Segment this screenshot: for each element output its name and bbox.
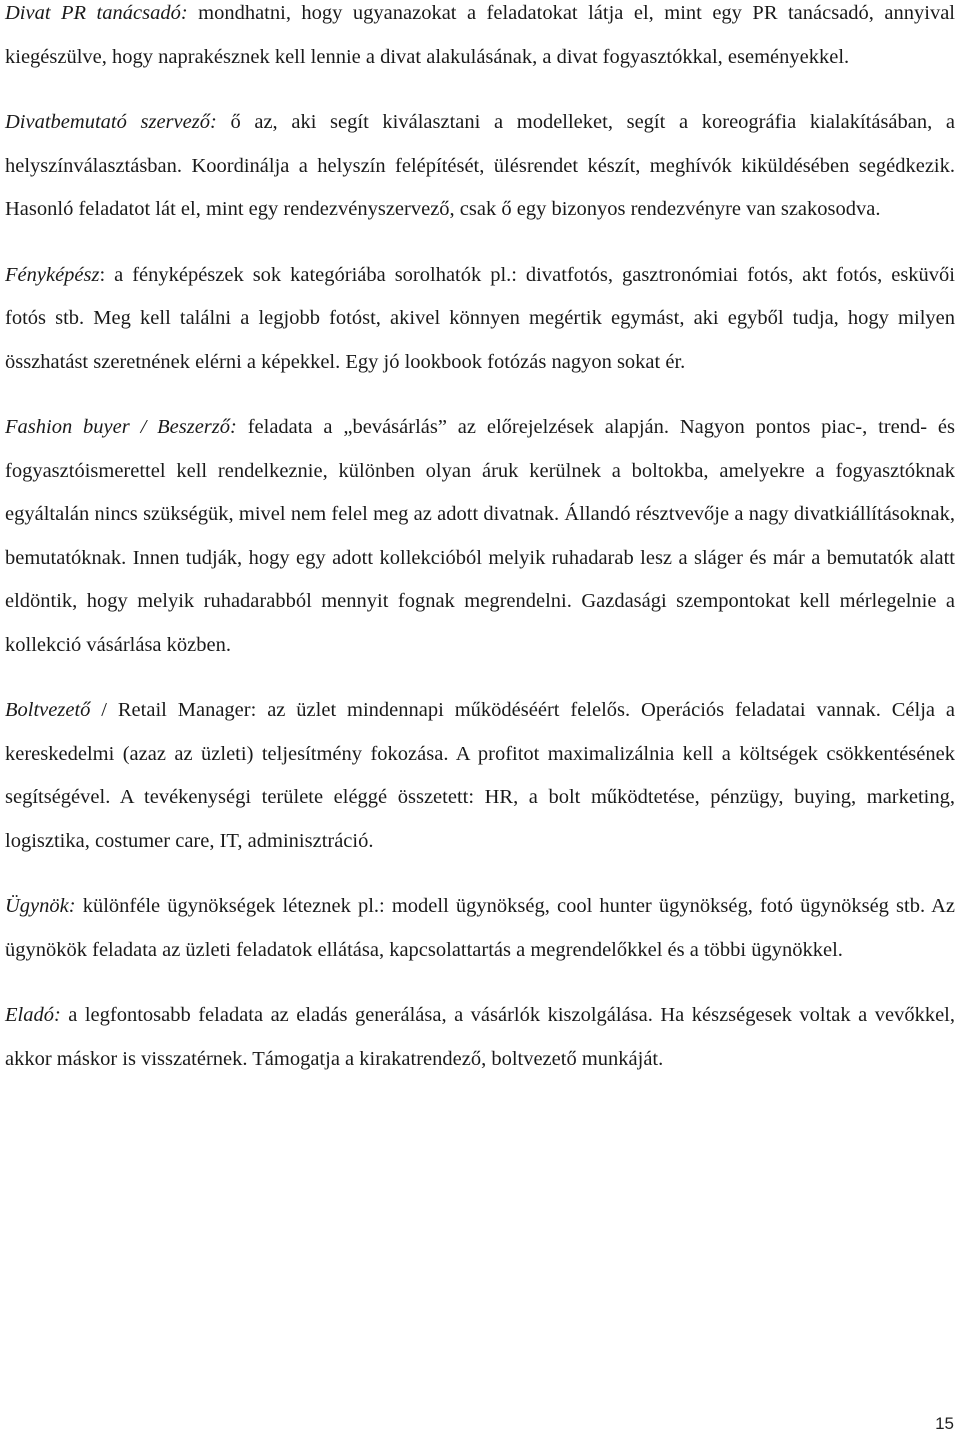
document-page [5, 0, 955, 1103]
term-boltvezeto: Boltvezető [5, 699, 91, 721]
paragraph-fashion-buyer [5, 406, 955, 667]
paragraph-elado [5, 994, 955, 1081]
paragraph-text: feladata a „bevásárlás” az előrejelzések alapján. Nagyon pontos piac-, trend- és fogyasztóismerettel kell rendelkeznie, különben olyan áruk kerülnek a boltokba, amelyekre a fogyasztóknak egyáltalán nincs szükségük, mivel nem felel meg az adott divatnak. Állandó résztvevője a nagy divatkiállításoknak, bemutatóknak. Innen tudják, hogy egy adott kollekcióból melyik ruhadarab lesz a sláger és már a bemutatók alatt eldöntik, hogy melyik ruhadarabból mennyit fognak megrendelni. Gazdasági szempontokat kell mérlegelnie a kollekció vásárlása közben. [5, 416, 955, 656]
term-fashion-buyer: Fashion buyer / Beszerző: [5, 416, 237, 438]
paragraph-text: : a fényképészek sok kategóriába sorolhatók pl.: divatfotós, gasztronómiai fotós, akt fotós, esküvői fotós stb. Meg kell találni a legjobb fotóst, akivel könnyen megértik egymást, aki egyből tudja, hogy milyen összhatást szeretnének elérni a képekkel. Egy jó lookbook fotózás nagyon sokat ér. [5, 263, 955, 373]
paragraph-text: különféle ügynökségek léteznek pl.: modell ügynökség, cool hunter ügynökség, fotó ügynökség stb. Az ügynökök feladata az üzleti feladatok ellátása, kapcsolattartás a megrendelőkkel és a többi ügynökkel. [5, 895, 955, 961]
paragraph-boltvezeto [5, 689, 955, 863]
term-divat-pr-tanacsado: Divat PR tanácsadó: [5, 2, 188, 24]
page-number: 15 [935, 1414, 954, 1433]
paragraph-text: a legfontosabb feladata az eladás generálása, a vásárlók kiszolgálása. Ha készségesek voltak a vevőkkel, akkor máskor is visszatérnek. Támogatja a kirakatrendező, boltvezető munkáját. [5, 1004, 955, 1070]
term-ugynok: Ügynök: [5, 895, 76, 917]
term-divatbemutato-szervezo: Divatbemutató szervező: [5, 111, 217, 133]
paragraph-divatbemutato-szervezo [5, 101, 955, 232]
term-elado: Eladó: [5, 1004, 61, 1026]
term-fenykepesz: Fényképész [5, 263, 100, 286]
paragraph-text: mondhatni, hogy ugyanazokat a feladatokat látja el, mint egy PR tanácsadó, annyival kiegészülve, hogy naprakésznek kell lennie a divat alakulásának, a divat fogyasztókkal, eseményekkel. [5, 2, 955, 68]
paragraph-ugynok [5, 885, 955, 972]
paragraph-text: / Retail Manager: az üzlet mindennapi működéséért felelős. Operációs feladatai vannak. Célja a kereskedelmi (azaz az üzleti) teljesítmény fokozása. A profitot maximalizálnia kell a költségek csökkentésének segítségével. A tevékenységi területe eléggé összetett: HR, a bolt működtetése, pénzügy, buying, marketing, logisztika, costumer care, IT, adminisztráció. [5, 699, 955, 852]
paragraph-divat-pr-tanacsado [5, 0, 955, 79]
paragraph-fenykepesz [5, 254, 955, 385]
paragraph-text: ő az, aki segít kiválasztani a modelleket, segít a koreográfia kialakításában, a helyszínválasztásban. Koordinálja a helyszín felépítését, ülésrendet készít, meghívók kiküldésében segédkezik. Hasonló feladatot lát el, mint egy rendezvényszervező, csak ő egy bizonyos rendezvényre van szakosodva. [5, 111, 956, 220]
